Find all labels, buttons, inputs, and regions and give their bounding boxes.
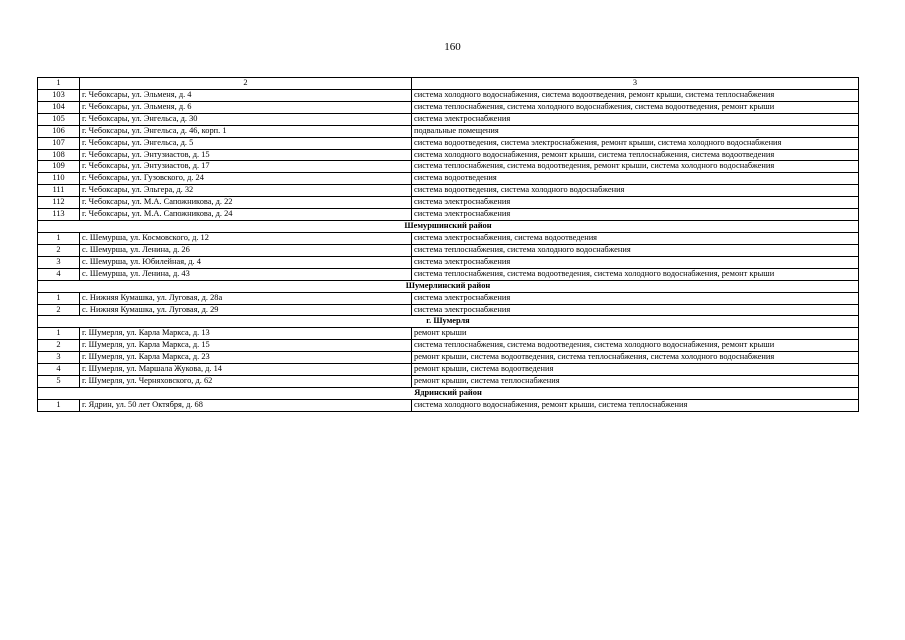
table-row bbox=[38, 113, 859, 125]
row-number: 111 bbox=[38, 185, 80, 197]
row-number: 108 bbox=[38, 149, 80, 161]
table-row bbox=[38, 352, 859, 364]
row-number: 3 bbox=[38, 256, 80, 268]
row-number: 1 bbox=[38, 328, 80, 340]
row-works: подвальные помещения bbox=[412, 125, 859, 137]
row-address: г. Чебоксары, ул. Энгельса, д. 5 bbox=[80, 137, 412, 149]
row-number: 112 bbox=[38, 197, 80, 209]
row-works: система электроснабжения bbox=[412, 209, 859, 221]
row-address: г. Чебоксары, ул. Гузовского, д. 24 bbox=[80, 173, 412, 185]
row-address: с. Шемурша, ул. Ленина, д. 26 bbox=[80, 244, 412, 256]
section-row bbox=[38, 387, 859, 399]
row-address: г. Чебоксары, ул. Эльгера, д. 32 bbox=[80, 185, 412, 197]
page-number: 160 bbox=[444, 41, 461, 53]
row-number: 113 bbox=[38, 209, 80, 221]
row-address: с. Шемурша, ул. Юбилейная, д. 4 bbox=[80, 256, 412, 268]
table-row bbox=[38, 185, 859, 197]
row-number: 5 bbox=[38, 376, 80, 388]
row-address: г. Шумерля, ул. Карла Маркса, д. 23 bbox=[80, 352, 412, 364]
section-title: Шемуршинский район bbox=[38, 221, 859, 233]
row-address: г. Чебоксары, ул. М.А. Сапожникова, д. 24 bbox=[80, 209, 412, 221]
row-number: 2 bbox=[38, 340, 80, 352]
table-row bbox=[38, 101, 859, 113]
table-row bbox=[38, 149, 859, 161]
row-works: система водоотведения, система холодного водоснабжения bbox=[412, 185, 859, 197]
table-row bbox=[38, 256, 859, 268]
section-title: г. Шумерля bbox=[38, 316, 859, 328]
column-header-3: 3 bbox=[412, 78, 859, 90]
row-works: ремонт крыши bbox=[412, 328, 859, 340]
row-address: г. Чебоксары, ул. Энтузиастов, д. 17 bbox=[80, 161, 412, 173]
row-address: г. Чебоксары, ул. Эльменя, д. 6 bbox=[80, 101, 412, 113]
row-works: система электроснабжения bbox=[412, 292, 859, 304]
section-title: Шумерлинский район bbox=[38, 280, 859, 292]
row-address: г. Чебоксары, ул. Энгельса, д. 30 bbox=[80, 113, 412, 125]
row-number: 3 bbox=[38, 352, 80, 364]
row-address: с. Нижняя Кумашка, ул. Луговая, д. 29 bbox=[80, 304, 412, 316]
row-works: система теплоснабжения, система водоотведения, ремонт крыши, система холодного водоснабжения bbox=[412, 161, 859, 173]
row-number: 109 bbox=[38, 161, 80, 173]
row-address: с. Шемурша, ул. Ленина, д. 43 bbox=[80, 268, 412, 280]
table-row bbox=[38, 137, 859, 149]
table-row bbox=[38, 304, 859, 316]
table-row bbox=[38, 376, 859, 388]
table-row bbox=[38, 364, 859, 376]
table-row bbox=[38, 292, 859, 304]
row-number: 4 bbox=[38, 268, 80, 280]
table-row bbox=[38, 89, 859, 101]
row-works: система холодного водоснабжения, ремонт крыши, система теплоснабжения bbox=[412, 399, 859, 411]
section-row bbox=[38, 280, 859, 292]
row-works: система теплоснабжения, система холодного водоснабжения bbox=[412, 244, 859, 256]
row-address: г. Ядрин, ул. 50 лет Октября, д. 68 bbox=[80, 399, 412, 411]
row-number: 104 bbox=[38, 101, 80, 113]
row-address: г. Чебоксары, ул. Эльменя, д. 4 bbox=[80, 89, 412, 101]
table-row bbox=[38, 328, 859, 340]
table-row bbox=[38, 173, 859, 185]
column-header-1: 1 bbox=[38, 78, 80, 90]
row-number: 4 bbox=[38, 364, 80, 376]
row-works: система электроснабжения bbox=[412, 113, 859, 125]
row-address: г. Шумерля, ул. Карла Маркса, д. 15 bbox=[80, 340, 412, 352]
row-works: система теплоснабжения, система водоотведения, система холодного водоснабжения, ремонт крыши bbox=[412, 340, 859, 352]
table-row bbox=[38, 244, 859, 256]
row-works: ремонт крыши, система водоотведения bbox=[412, 364, 859, 376]
row-address: г. Шумерля, ул. Черняховского, д. 62 bbox=[80, 376, 412, 388]
row-number: 106 bbox=[38, 125, 80, 137]
works-table bbox=[37, 77, 859, 412]
row-address: с. Шемурша, ул. Космовского, д. 12 bbox=[80, 232, 412, 244]
row-number: 107 bbox=[38, 137, 80, 149]
row-number: 1 bbox=[38, 399, 80, 411]
column-header-2: 2 bbox=[80, 78, 412, 90]
table-row bbox=[38, 268, 859, 280]
row-works: ремонт крыши, система водоотведения, система теплоснабжения, система холодного водоснабжения bbox=[412, 352, 859, 364]
row-works: система электроснабжения, система водоотведения bbox=[412, 232, 859, 244]
row-works: система теплоснабжения, система холодного водоснабжения, система водоотведения, ремонт крыши bbox=[412, 101, 859, 113]
table-row bbox=[38, 209, 859, 221]
row-number: 2 bbox=[38, 304, 80, 316]
row-number: 2 bbox=[38, 244, 80, 256]
table-body bbox=[38, 89, 859, 411]
row-works: система водоотведения, система электроснабжения, ремонт крыши, система холодного водоснабжения bbox=[412, 137, 859, 149]
row-works: система водоотведения bbox=[412, 173, 859, 185]
row-works: ремонт крыши, система теплоснабжения bbox=[412, 376, 859, 388]
row-number: 110 bbox=[38, 173, 80, 185]
row-works: система холодного водоснабжения, система водоотведения, ремонт крыши, система теплоснабжения bbox=[412, 89, 859, 101]
row-address: с. Нижняя Кумашка, ул. Луговая, д. 28а bbox=[80, 292, 412, 304]
row-number: 1 bbox=[38, 292, 80, 304]
row-address: г. Чебоксары, ул. Энтузиастов, д. 15 bbox=[80, 149, 412, 161]
row-address: г. Шумерля, ул. Карла Маркса, д. 13 bbox=[80, 328, 412, 340]
table-header-row bbox=[38, 78, 859, 90]
table-row bbox=[38, 399, 859, 411]
row-address: г. Чебоксары, ул. М.А. Сапожникова, д. 22 bbox=[80, 197, 412, 209]
table-row bbox=[38, 232, 859, 244]
row-address: г. Шумерля, ул. Маршала Жукова, д. 14 bbox=[80, 364, 412, 376]
table-row bbox=[38, 340, 859, 352]
row-works: система электроснабжения bbox=[412, 304, 859, 316]
section-row bbox=[38, 221, 859, 233]
table-row bbox=[38, 197, 859, 209]
section-row bbox=[38, 316, 859, 328]
row-works: система холодного водоснабжения, ремонт крыши, система теплоснабжения, система водоотведения bbox=[412, 149, 859, 161]
row-works: система электроснабжения bbox=[412, 256, 859, 268]
table-row bbox=[38, 125, 859, 137]
row-address: г. Чебоксары, ул. Энгельса, д. 46, корп. 1 bbox=[80, 125, 412, 137]
row-number: 105 bbox=[38, 113, 80, 125]
row-number: 103 bbox=[38, 89, 80, 101]
row-number: 1 bbox=[38, 232, 80, 244]
table-row bbox=[38, 161, 859, 173]
section-title: Ядринский район bbox=[38, 387, 859, 399]
row-works: система электроснабжения bbox=[412, 197, 859, 209]
row-works: система теплоснабжения, система водоотведения, система холодного водоснабжения, ремонт крыши bbox=[412, 268, 859, 280]
